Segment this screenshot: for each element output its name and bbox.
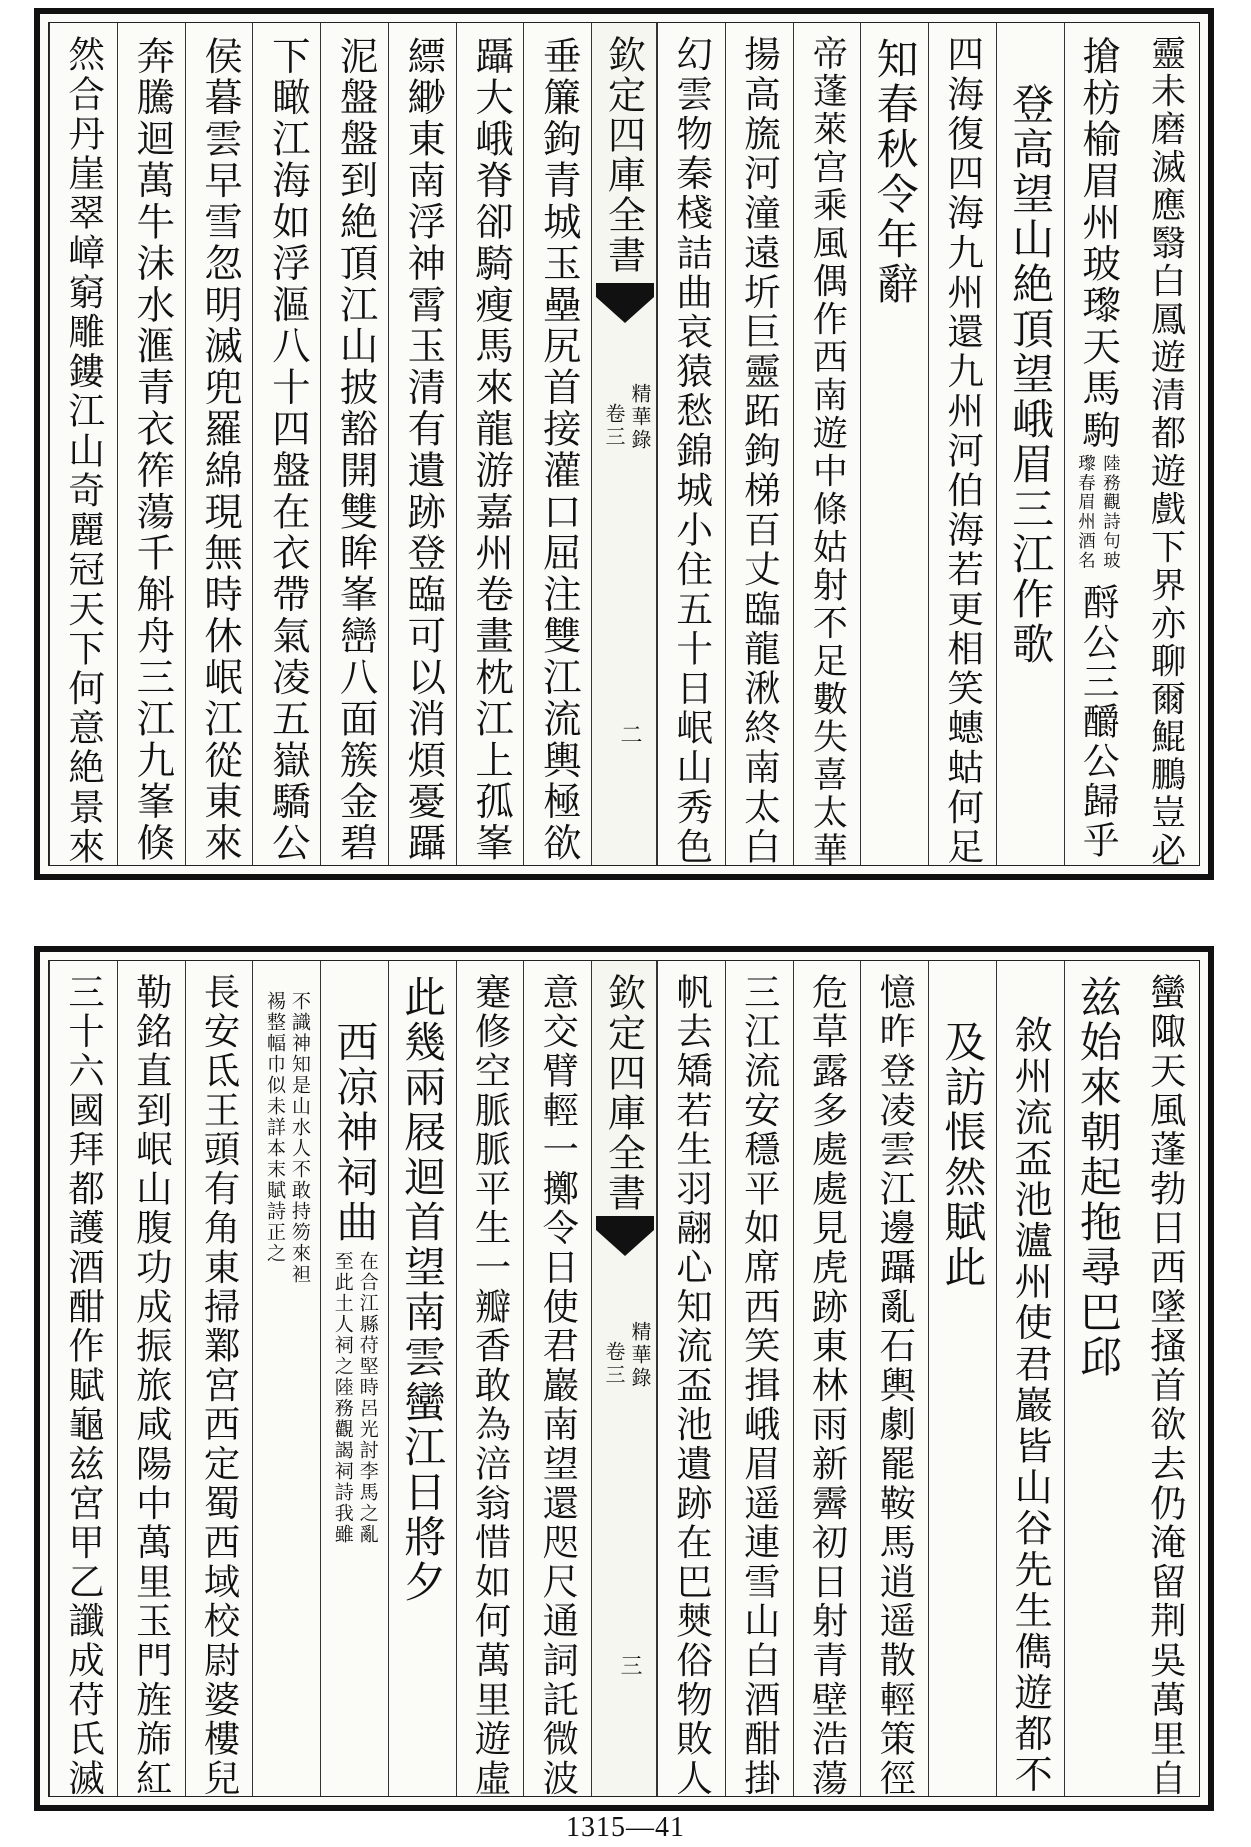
column-text: 敘州流盃池瀘州使君巖皆山谷先生儁遊都不 xyxy=(1008,973,1053,1796)
bottom-column-3 xyxy=(996,961,1064,1796)
bottom-column-13 xyxy=(252,961,320,1796)
annotation-left: 裼整幅巾似未詳本末賦詩正之 xyxy=(263,991,286,1264)
column-text: 登高望山絶頂望峨眉三江作歌 xyxy=(1006,37,1056,667)
center-volume: 卷三 xyxy=(602,1341,626,1387)
top-column-10 xyxy=(456,23,524,865)
top-column-6 xyxy=(793,23,861,870)
bottom-column-16 xyxy=(49,961,117,1799)
column-text: 下瞰江海如浮漚八十四盤在衣帶氣凌五嶽驕公 xyxy=(264,35,310,864)
top-page xyxy=(34,8,1214,880)
column-text: 四海復四海九州還九州河伯海若更相笑蟪蛄何足 xyxy=(941,35,985,868)
bottom-column-12 xyxy=(320,961,388,1796)
bottom-column-8 xyxy=(657,961,725,1799)
column-text: 侯暮雲早雪忽明滅兜羅綿現無時休岷江從東來 xyxy=(197,35,243,864)
center-title: 欽定四庫全書 xyxy=(601,973,646,1213)
annotation-right: 在合江縣苻堅時呂光討李馬之亂 xyxy=(356,1251,379,1545)
top-page-frame xyxy=(48,22,1200,870)
column-text: 三江流安穩平如席西笑揖峨眉遥連雪山白酒酣掛 xyxy=(738,973,782,1799)
column-text: 長安氐王頭有角東掃鄴宮西定蜀西域校尉婆樓兒 xyxy=(198,973,242,1799)
column-text: 帆去矯若生羽翮心知流盃池遺跡在巴僰俗物敗人 xyxy=(670,973,714,1799)
column-text: 勒銘直到岷山腹功成振旅咸陽中萬里玉門旌旆紅 xyxy=(130,973,174,1799)
top-column-11 xyxy=(388,23,456,865)
column-text: 及訪悵然賦此 xyxy=(938,975,988,1290)
bottom-column-6 xyxy=(793,961,861,1799)
center-book-name: 精華錄 xyxy=(628,383,652,452)
top-column-5 xyxy=(860,23,928,865)
page-number: 1315—41 xyxy=(566,1812,685,1843)
column-text: 揚高旒河潼遠圻巨靈跖鉤梯百丈臨龍湫終南太白 xyxy=(738,35,782,868)
fish-tail-icon xyxy=(596,1216,654,1260)
top-column-9 xyxy=(523,23,591,865)
annotation-right: 不識神知是山水人不敢持笏來袒 xyxy=(288,991,311,1285)
center-folio: 二 xyxy=(617,723,642,745)
annotation-left: 至此土人祠之陸務觀謁祠詩我雖 xyxy=(331,1251,354,1545)
annotation-right: 陸務觀詩句玻 xyxy=(1099,454,1120,571)
top-column-8 xyxy=(657,23,725,868)
top-column-1 xyxy=(1131,23,1199,870)
column-text: 蹇修空脈脈平生一瓣香敢為涪翁惜如何萬里遊虛 xyxy=(469,973,513,1799)
column-text: 意交臂輕一擲令日使君巖南望還咫尺通詞託微波 xyxy=(536,973,580,1799)
top-column-13 xyxy=(252,23,320,865)
bottom-column-4 xyxy=(928,961,996,1796)
column-text: 憶昨登凌雲江邊躡亂石輿劇罷鞍馬逍遥散輕策徑 xyxy=(873,973,917,1799)
bottom-column-14 xyxy=(185,961,253,1799)
bottom-column-1 xyxy=(1131,961,1199,1799)
column-text: 然合丹崖翠嶂窮雕鏤江山奇麗冠天下何意絶景來 xyxy=(62,35,106,868)
top-column-7 xyxy=(725,23,793,868)
bottom-column-7 xyxy=(725,961,793,1799)
column-text: 三十六國拜都護酒酣作賦龜兹宮甲乙讖成苻氏滅 xyxy=(62,973,106,1799)
center-volume: 卷三 xyxy=(602,403,626,449)
center-folio: 三 xyxy=(617,1654,642,1676)
column-text: 此幾兩屐迴首望南雲蠻江日將夕 xyxy=(398,975,448,1605)
column-text: 危草露多處處見虎跡東林雨新霽初日射青壁浩蕩 xyxy=(806,973,850,1799)
bottom-page xyxy=(34,946,1214,1811)
bottom-column-2 xyxy=(1064,961,1132,1796)
column-text-tail: 酹公三釂公歸乎 xyxy=(1077,582,1121,861)
bottom-column-11 xyxy=(388,961,456,1796)
top-column-3 xyxy=(996,23,1064,865)
column-text: 蠻陬天風蓬勃日西墜搔首欲去仍淹留荆吳萬里自 xyxy=(1144,973,1188,1799)
bottom-column-15 xyxy=(117,961,185,1799)
column-text: 縹緲東南浮神霄玉清有遺跡登臨可以消煩憂躡 xyxy=(400,35,446,864)
top-column-15 xyxy=(117,23,185,865)
top-column-4 xyxy=(928,23,996,868)
bottom-column-5 xyxy=(860,961,928,1799)
fish-tail-icon xyxy=(596,283,654,327)
column-text: 奔騰迴萬牛沬水滙青衣筰蕩千斛舟三江九峯倏 xyxy=(129,35,175,864)
top-center-block xyxy=(591,23,657,865)
center-title: 欽定四庫全書 xyxy=(601,35,646,275)
top-column-12 xyxy=(320,23,388,865)
top-column-16 xyxy=(49,23,117,868)
column-text: 靈未磨滅應翳白鳳遊清都遊戲下界亦聊爾鯤鵬豈必 xyxy=(1145,34,1186,870)
annotation-left: 瓈春眉州酒名 xyxy=(1074,454,1095,571)
column-text: 垂簾鉤青城玉壘尻首接灌口屈注雙江流輿極欲 xyxy=(535,35,581,864)
column-text: 搶枋榆眉州玻瓈天馬駒 xyxy=(1076,35,1122,452)
bottom-column-9 xyxy=(523,961,591,1799)
bottom-column-10 xyxy=(456,961,524,1799)
top-column-14 xyxy=(185,23,253,865)
column-text: 西凉神祠曲 xyxy=(330,975,380,1245)
column-text: 知春秋令年辭 xyxy=(870,37,920,307)
column-text: 泥盤盤到絶頂江山披豁開雙眸峯巒八面簇金碧 xyxy=(332,35,378,864)
column-text: 帝蓬萊宫乘風偶作西南遊中條姑射不足數失喜太華 xyxy=(807,34,848,870)
top-column-2 xyxy=(1064,23,1132,865)
center-book-name: 精華錄 xyxy=(628,1321,652,1390)
column-text: 躡大峨脊卻騎瘦馬來龍游嘉州卷畫枕江上孤峯 xyxy=(468,35,514,864)
bottom-page-frame xyxy=(48,960,1200,1797)
column-text: 幻雲物秦棧詰曲哀猿愁錦城小住五十日岷山秀色 xyxy=(670,35,714,868)
bottom-center-block xyxy=(591,961,657,1796)
column-text: 兹始來朝起拖尋巴邱 xyxy=(1073,975,1123,1380)
